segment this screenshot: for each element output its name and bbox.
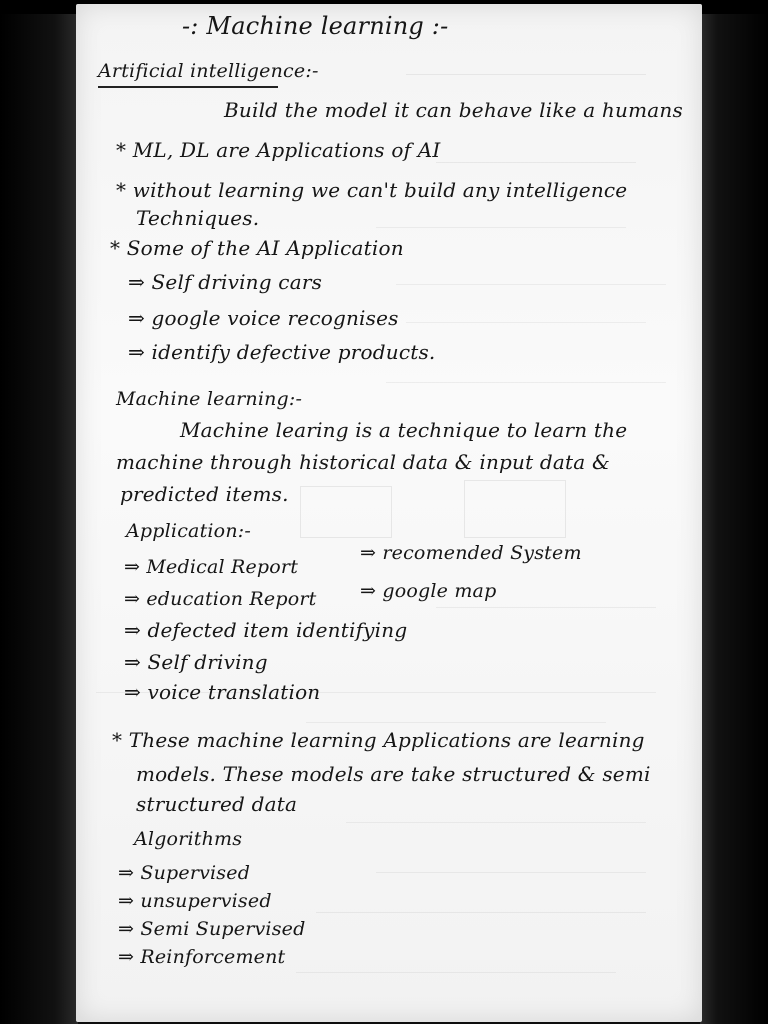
dark-background-left	[0, 0, 78, 1024]
models-line2: models. These models are take structured & semi	[136, 762, 651, 786]
ai-app-self-driving: ⇒ Self driving cars	[128, 270, 323, 294]
dark-background-right	[700, 0, 768, 1024]
ml-definition-line2: machine through historical data & input data &	[116, 450, 610, 474]
app-google-map: ⇒ google map	[360, 580, 497, 602]
algo-semi-supervised: ⇒ Semi Supervised	[118, 918, 306, 940]
ghost-box-right	[464, 480, 566, 538]
ai-bullet-without-learning: * without learning we can't build any intelligence	[116, 178, 628, 202]
app-education-report: ⇒ education Report	[124, 588, 317, 610]
app-defected-item: ⇒ defected item identifying	[124, 618, 408, 642]
ml-definition-line3: predicted items.	[120, 482, 289, 506]
ai-app-voice: ⇒ google voice recognises	[128, 306, 399, 330]
ml-heading: Machine learning:-	[116, 388, 303, 410]
ai-heading: Artificial intelligence:-	[98, 60, 319, 82]
app-medical-report: ⇒ Medical Report	[124, 556, 299, 578]
ai-heading-underline	[98, 86, 278, 88]
ml-definition-line1: Machine learing is a technique to learn the	[180, 418, 628, 442]
algo-supervised: ⇒ Supervised	[118, 862, 251, 884]
algo-reinforcement: ⇒ Reinforcement	[118, 946, 286, 968]
ai-definition: Build the model it can behave like a humans	[224, 98, 683, 122]
models-line3: structured data	[136, 792, 298, 816]
app-recommended-system: ⇒ recomended System	[360, 542, 582, 564]
app-voice-translation: ⇒ voice translation	[124, 680, 321, 704]
ai-bullet-applications: * Some of the AI Application	[110, 236, 404, 260]
notebook-page	[76, 4, 702, 1022]
algorithms-heading: Algorithms	[134, 828, 243, 850]
ghost-box-left	[300, 486, 392, 538]
algo-unsupervised: ⇒ unsupervised	[118, 890, 272, 912]
ai-bullet-ml-dl: * ML, DL are Applications of AI	[116, 138, 441, 162]
ai-bullet-techniques: Techniques.	[136, 206, 260, 230]
application-heading: Application:-	[126, 520, 251, 542]
ai-app-defective: ⇒ identify defective products.	[128, 340, 436, 364]
page-title: -: Machine learning :-	[182, 12, 449, 40]
models-line1: * These machine learning Applications are learning	[112, 728, 645, 752]
app-self-driving: ⇒ Self driving	[124, 650, 268, 674]
